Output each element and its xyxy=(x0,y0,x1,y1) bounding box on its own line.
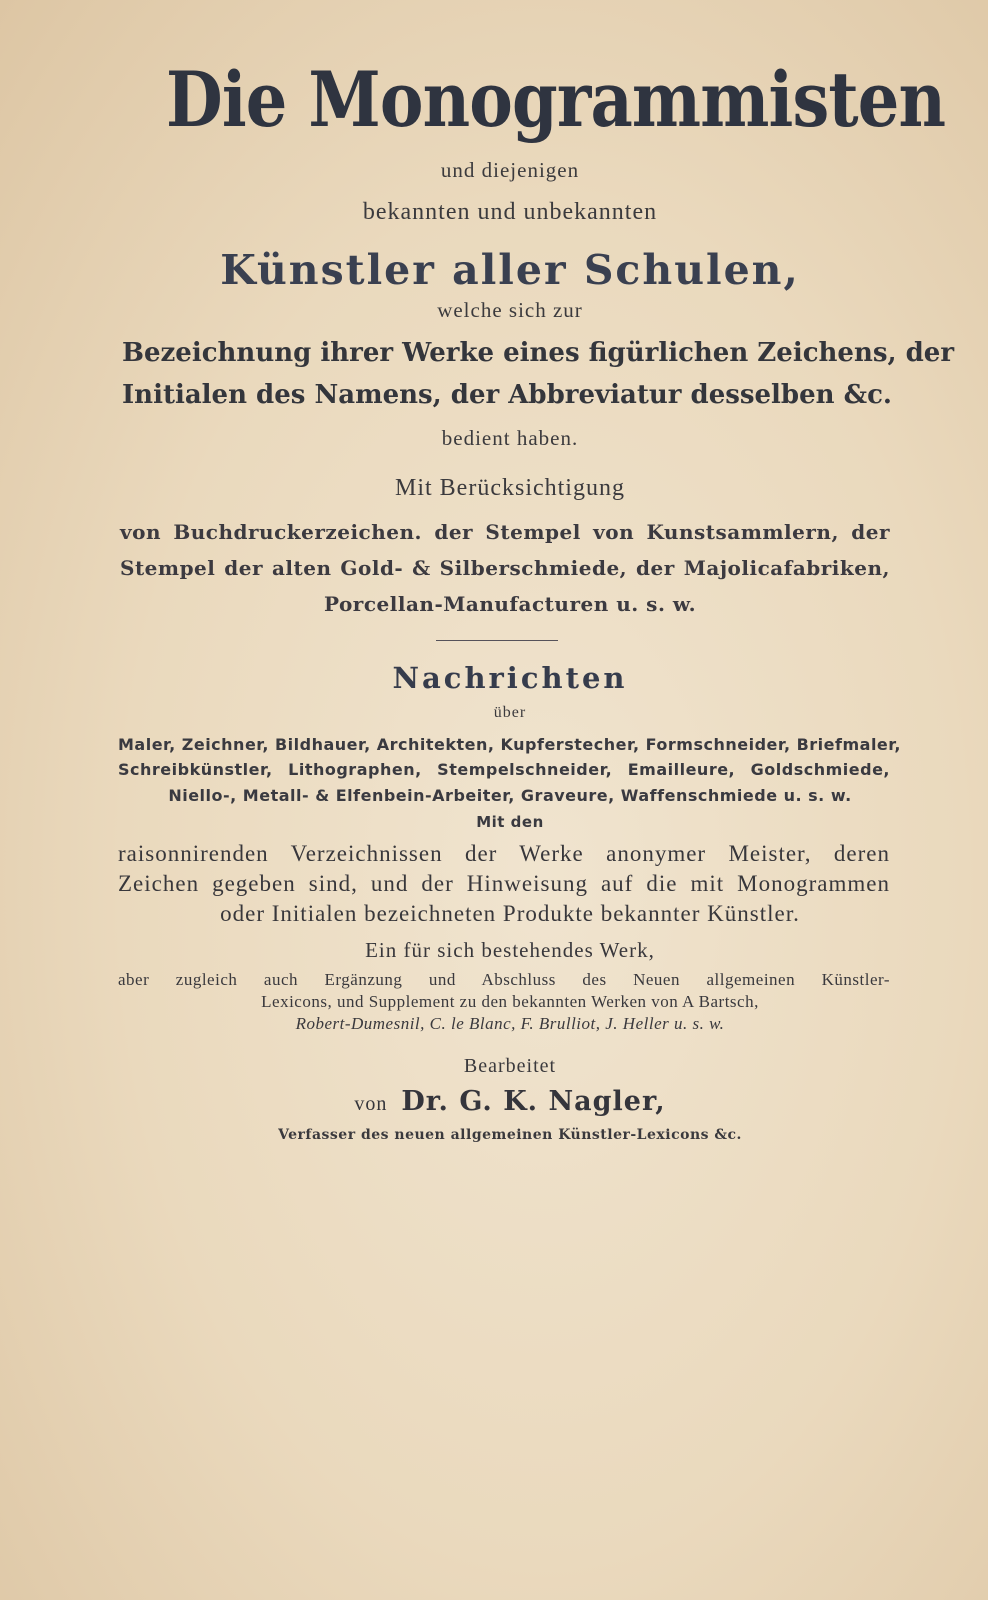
ein-fuer-sich: Ein für sich bestehendes Werk, xyxy=(365,938,655,962)
subtitle-line-1: und diejenigen xyxy=(440,158,580,182)
raisonnirenden-line-2: Zeichen gegeben sind, und der Hinweisung auf die mit Monogrammen xyxy=(118,871,890,896)
subtitle-line-2: bekannten und unbekannten xyxy=(362,199,658,225)
nachrichten-heading: Nachrichten xyxy=(392,661,628,695)
subtitle-kuenstler: Künstler aller Schulen, xyxy=(220,246,800,294)
mit-beruecksichtigung: Mit Berücksichtigung xyxy=(395,475,625,501)
ueber: über xyxy=(493,704,527,721)
mit-den: Mit den xyxy=(476,813,544,831)
author-von: von xyxy=(354,1093,388,1115)
bearbeitet: Bearbeitet xyxy=(463,1055,557,1077)
stempel-line-2: Stempel der alten Gold- & Silberschmiede, der Majolicafabriken, xyxy=(120,556,890,580)
verfasser-line: Verfasser des neuen allgemeinen Künstler-Lexicons &c. xyxy=(278,1127,742,1143)
bedient-haben: bedient haben. xyxy=(441,426,579,450)
subtitle-line-4: welche sich zur xyxy=(437,298,583,322)
main-title: Die Monogrammisten xyxy=(166,55,946,144)
author-name: Dr. G. K. Nagler, xyxy=(401,1086,666,1117)
author-line xyxy=(110,1088,910,1115)
bezeichnung-line-1: Bezeichnung ihrer Werke eines figürlichen Zeichens, der xyxy=(122,338,955,368)
stempel-line-1: von Buchdruckerzeichen. der Stempel von Kunstsammlern, der xyxy=(120,520,890,544)
supplement-line-1: aber zugleich auch Ergänzung und Abschluss des Neuen allgemeinen Künstler- xyxy=(118,970,890,989)
bezeichnung-line-2: Initialen des Namens, der Abbreviatur desselben &c. xyxy=(122,380,892,410)
supplement-line-3: Robert-Dumesnil, C. le Blanc, F. Brulliot, J. Heller u. s. w. xyxy=(295,1014,725,1033)
trades-line-3: Niello-, Metall- & Elfenbein-Arbeiter, Graveure, Waffenschmiede u. s. w. xyxy=(168,786,852,805)
trades-line-1: Maler, Zeichner, Bildhauer, Architekten, Kupferstecher, Formschneider, Briefmaler, xyxy=(118,735,901,754)
supplement-line-2: Lexicons, und Supplement zu den bekannten Werken von A Bartsch, xyxy=(261,992,759,1011)
trades-line-2: Schreibkünstler, Lithographen, Stempelschneider, Emailleure, Goldschmiede, xyxy=(118,760,890,779)
divider-rule xyxy=(436,640,558,641)
raisonnirenden-line-3: oder Initialen bezeichneten Produkte bekannter Künstler. xyxy=(220,901,800,926)
raisonnirenden-line-1: raisonnirenden Verzeichnissen der Werke anonymer Meister, deren xyxy=(118,841,890,866)
stempel-line-3: Porcellan-Manufacturen u. s. w. xyxy=(323,592,697,616)
